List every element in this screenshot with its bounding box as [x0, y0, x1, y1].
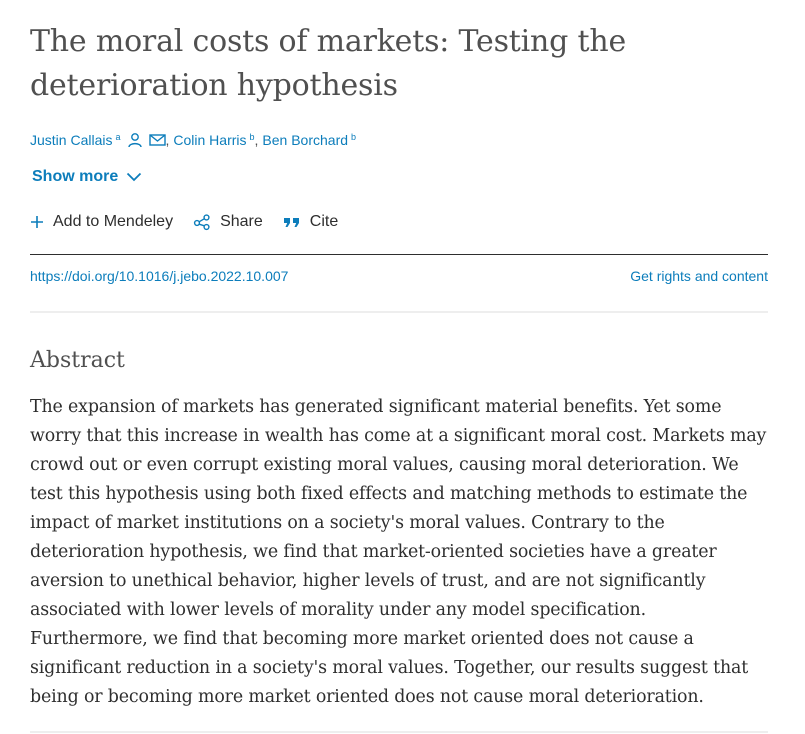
show-more-button[interactable]	[32, 166, 142, 188]
article-toolbar	[30, 210, 338, 234]
divider	[30, 254, 768, 255]
chevron-down-icon	[126, 172, 142, 182]
add-to-mendeley-label: Add to Mendeley	[53, 213, 174, 230]
author-name[interactable]: Colin Harris	[173, 132, 247, 148]
share-icon	[193, 213, 211, 231]
author-affiliation[interactable]: b	[249, 132, 255, 142]
share-label: Share	[220, 213, 263, 230]
add-to-mendeley-button[interactable]	[30, 213, 173, 231]
author-affiliation[interactable]: a	[115, 132, 121, 142]
divider	[30, 731, 768, 733]
plus-icon	[30, 215, 44, 229]
author-separator: ,	[165, 132, 170, 148]
article-title: The moral costs of markets: Testing the deterioration hypothesis	[30, 24, 627, 103]
person-icon[interactable]	[127, 132, 143, 148]
author-name[interactable]: Ben Borchard	[262, 132, 349, 148]
doi-row	[30, 268, 768, 288]
author-affiliation[interactable]: b	[351, 132, 357, 142]
doi-link[interactable]: https://doi.org/10.1016/j.jebo.2022.10.007	[30, 268, 289, 284]
share-button[interactable]	[193, 213, 263, 231]
author-list	[30, 130, 356, 150]
quote-icon	[283, 215, 301, 229]
abstract-heading: Abstract	[30, 348, 125, 373]
get-rights-link[interactable]: Get rights and content	[630, 268, 768, 284]
divider	[30, 311, 768, 313]
abstract-text: The expansion of markets has generated significant material benefits. Yet some worry that this increase in wealth has come at a significant moral cost. Markets may crowd out or even corrupt existing moral values, causing moral deterioration. We test this hypothesis using both fixed effects and matching methods to estimate the impact of market institutions on a society's moral values. Contrary to the deterioration hypothesis, we find that market-oriented societies have a greater aversion to unethical behavior, higher levels of trust, and are not significantly associated with lower levels of morality under any model specification. Furthermore, we find that becoming more market oriented does not cause a significant reduction in a society's moral values. Together, our results suggest that being or becoming more market oriented does not cause moral deterioration.	[30, 397, 767, 707]
author-name[interactable]: Justin Callais	[30, 132, 113, 148]
cite-label: Cite	[309, 213, 339, 230]
cite-button[interactable]	[283, 213, 338, 231]
envelope-icon[interactable]	[149, 133, 166, 147]
show-more-label: Show more	[32, 168, 119, 185]
author-separator: ,	[254, 132, 259, 148]
